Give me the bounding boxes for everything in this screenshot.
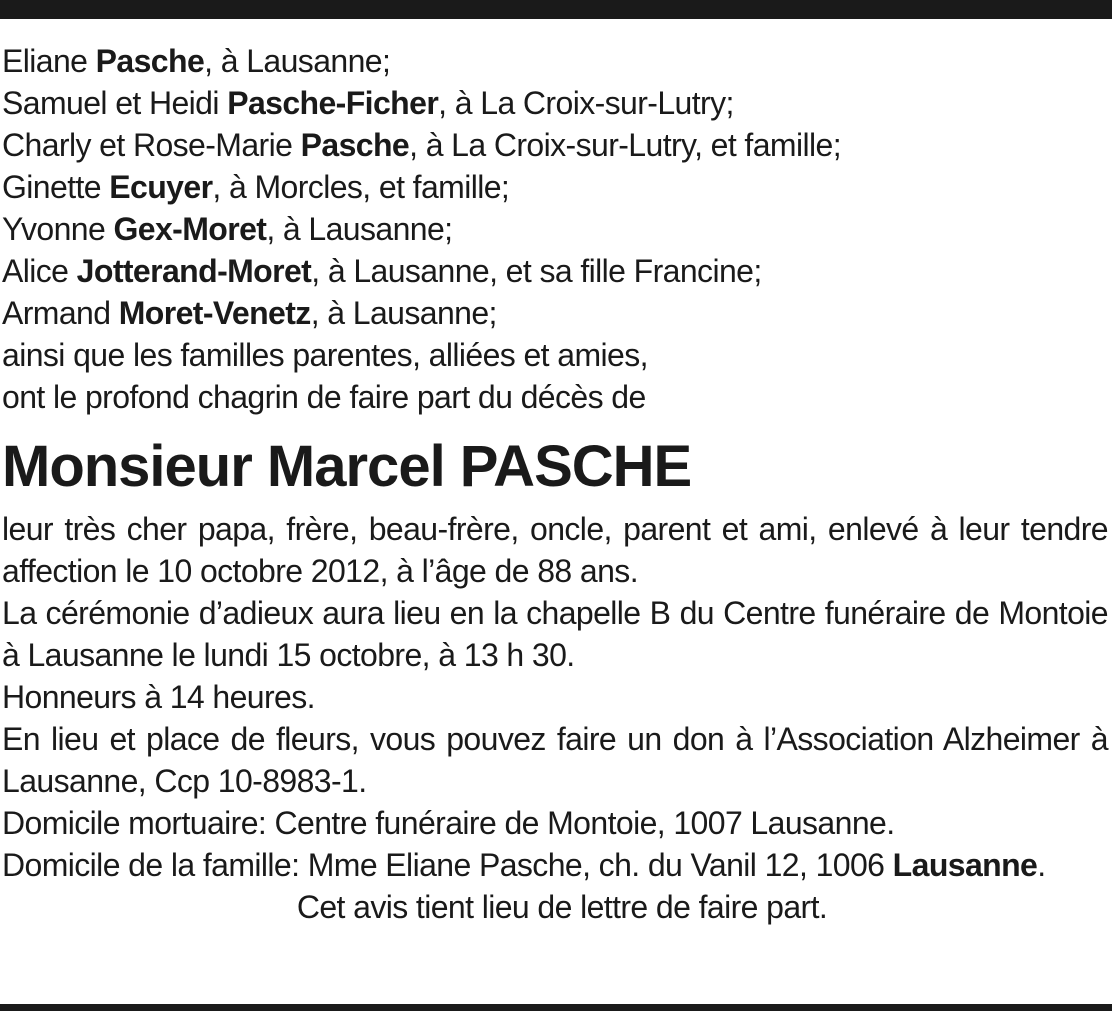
mourner-location: , à Lausanne;	[310, 295, 497, 331]
mourner-line	[2, 40, 1108, 82]
closing-line: Cet avis tient lieu de lettre de faire part.	[296, 889, 828, 925]
mourner-first-names: Charly et Rose-Marie	[2, 127, 293, 163]
mourner-first-names: Armand	[2, 295, 111, 331]
donation-paragraph: En lieu et place de fleurs, vous pouvez faire un don à l’Association Alzheimer à Lausanne, Ccp 10-8983-1.	[2, 721, 1108, 799]
family-home-address: Domicile de la famille: Mme Eliane Pasche, ch. du Vanil 12, 1006	[2, 847, 893, 883]
mourner-first-names: Ginette	[2, 169, 101, 205]
top-rule	[0, 0, 1112, 19]
mourner-first-names: Yvonne	[2, 211, 106, 247]
mourner-line	[2, 166, 1108, 208]
mourner-line	[2, 208, 1108, 250]
mourner-surname: Pasche	[300, 127, 410, 163]
mourners-list	[2, 40, 1108, 418]
family-home-city: Lausanne	[892, 847, 1038, 883]
mourner-surname: Pasche-Ficher	[227, 85, 439, 121]
mourner-location: , à Lausanne;	[266, 211, 453, 247]
bottom-rule	[0, 1004, 1112, 1011]
mourner-line	[2, 292, 1108, 334]
relation-paragraph: leur très cher papa, frère, beau-frère, oncle, parent et ami, enlevé à leur tendre affection le 10 octobre 2012, à l’âge de 88 ans.	[2, 511, 1108, 589]
mourner-location: , à Lausanne;	[204, 43, 391, 79]
mourner-first-names: Eliane	[2, 43, 88, 79]
honours-paragraph: Honneurs à 14 heures.	[2, 679, 315, 715]
announce-line: ont le profond chagrin de faire part du décès de	[2, 379, 646, 415]
mortuary-paragraph: Domicile mortuaire: Centre funéraire de Montoie, 1007 Lausanne.	[2, 805, 895, 841]
deceased-name: Monsieur Marcel PASCHE	[2, 434, 692, 499]
mourner-surname: Pasche	[95, 43, 205, 79]
mourner-surname: Moret-Venetz	[118, 295, 311, 331]
mourner-line	[2, 82, 1108, 124]
mourner-surname: Gex-Moret	[113, 211, 267, 247]
mourner-location: , à La Croix-sur-Lutry;	[438, 85, 734, 121]
notice-body	[2, 508, 1108, 928]
mourner-location: , à Morcles, et famille;	[212, 169, 510, 205]
mourner-line	[2, 250, 1108, 292]
family-home-suffix: .	[1037, 847, 1046, 883]
families-line: ainsi que les familles parentes, alliées et amies,	[2, 337, 648, 373]
mourner-first-names: Alice	[2, 253, 69, 289]
mourner-location: , à Lausanne, et sa fille Francine;	[311, 253, 762, 289]
obituary-notice	[2, 40, 1108, 928]
mourner-first-names: Samuel et Heidi	[2, 85, 219, 121]
mourner-line	[2, 124, 1108, 166]
mourner-surname: Ecuyer	[109, 169, 213, 205]
mourner-surname: Jotterand-Moret	[76, 253, 312, 289]
ceremony-paragraph: La cérémonie d’adieux aura lieu en la chapelle B du Centre funéraire de Montoie à Lausanne le lundi 15 octobre, à 13 h 30.	[2, 595, 1108, 673]
mourner-location: , à La Croix-sur-Lutry, et famille;	[409, 127, 841, 163]
family-home-paragraph	[2, 844, 1108, 886]
